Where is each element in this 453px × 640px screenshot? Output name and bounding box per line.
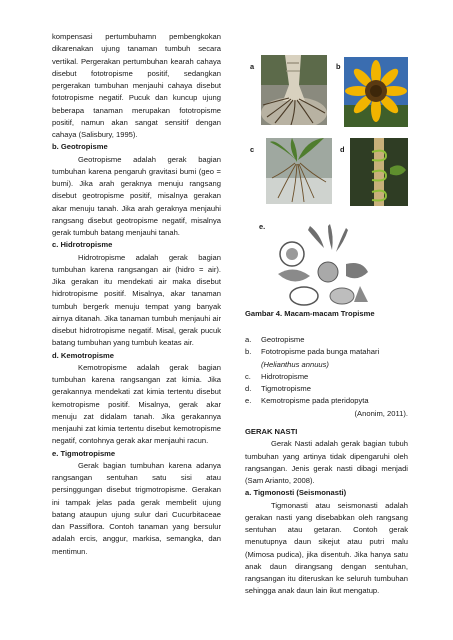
- legend-item: d. Tigmotropisme: [245, 384, 311, 393]
- figure-label-d: d: [340, 145, 345, 154]
- photo-sunflower: [344, 57, 408, 127]
- paragraph-tigmonasti: Tigmonasti atau seismonasti adalah gerakan nasti yang disebabkan oleh rangsang sentuhan atau getaran. Contoh gerak menutupnya daun sikejut atau putri malu (Mimosa pudica), jika disentuh. Jika hanya satu anak daun dirangsang dengan sentuhan, rangsangan itu diteruskan ke seluruh tumbuhan sehingga anak daun lain ikut mengatup.: [245, 500, 408, 596]
- left-column: [52, 31, 221, 558]
- legend-item: b. Fototropisme pada bunga matahari: [245, 347, 380, 357]
- heading-tigmonasti: a. Tigmonosti (Seismonasti): [245, 488, 347, 498]
- legend-item: a. Geotropisme: [245, 335, 305, 344]
- heading-thigmotropism: e. Tigmotropisme: [52, 448, 116, 458]
- figure-label-a: a: [250, 62, 255, 71]
- heading-chemotropism: d. Kemotropisme: [52, 350, 115, 360]
- figure-caption-block: [245, 308, 408, 320]
- right-text-block: [245, 426, 408, 598]
- heading-hydrotropism: c. Hidrotropisme: [52, 240, 113, 250]
- paragraph-chemotropism: Kemotropisme adalah gerak bagian tumbuhan karena rangsangan zat kimia. Jika gerakannya mendekati zat kimia tertentu disebut kemotropisme positif. Misalnya, gerak akar menuju zat didalam tanah. Jika gerakannya menjauhi zat kimia tertentu disebut kemotropisme negatif, contohnya gerak akar menjauhi racun.: [52, 362, 221, 446]
- figure-label-b: b: [336, 62, 341, 71]
- figure-caption: Gambar 4. Macam-macam Tropisme: [245, 309, 375, 318]
- photo-fern-illustration: [270, 224, 374, 308]
- figure-label-e: e.: [259, 222, 266, 231]
- photo-tendril: [350, 138, 408, 206]
- legend-item: c. Hidrotropisme: [245, 371, 309, 381]
- figure-source: (Anonim, 2011).: [354, 408, 408, 418]
- legend-item: e. Kemotropisme pada pteridopyta: [245, 396, 369, 406]
- photo-hydrotropism-roots: [266, 138, 332, 204]
- paragraph-geotropism: Geotropisme adalah gerak bagian tumbuhan karena pengaruh gravitasi bumi (geo = bumi). Jika arah geraknya menuju rangsang disebut geotropisme positif, misalnya gerakan akar menuju tanah. Jika arah geraknya menjauhi rangsang disebut geotropisme negatif, misalnya gerak tumbuh batang menjauhi tanah.: [52, 154, 221, 237]
- figure-label-c: c: [250, 145, 255, 154]
- paragraph-gerak-nasti: Gerak Nasti adalah gerak bagian tubuh tumbuhan yang artinya tidak dipengaruhi oleh rangsangan. Jenis gerak nasti dibagi menjadi (Sam Arianto, 2008).: [245, 439, 408, 485]
- paragraph-thigmotropism: Gerak bagian tumbuhan karena adanya rangsangan sentuhan satu sisi atau persinggungan disebut trigmotropisme. Gerakan ini tampak jelas pada gerak membelit ujung batang ataupun ujung sulur dari Cucurbitaceae dan Passiflora. Contoh tanaman yang bersulur adalah ercis, anggur, markisa, semangka, dan mentimun.: [52, 460, 221, 556]
- figure-legend: [245, 334, 408, 420]
- paragraph-phototropism: kompensasi pertumbuhamn pembengkokan dikarenakan ujung tanaman tumbuh secara vertikal. Pergerakan pertumbuhan kearah cahaya disebut fototropisme positif, sedangkan pergerakan tumbuhan menjauhi cahaya disebut fototropisme negatif. Pucuk dan kuncup ujung beberapa tanaman merupakan fototropisme positif, namun akan sangat sensitif dengan cahaya (Salisbury, 1995).: [52, 32, 221, 139]
- photo-geotropism-roots: [261, 55, 327, 125]
- paragraph-hydrotropism: Hidrotropisme adalah gerak bagian tumbuhan karena rangsangan air (hidro = air). Jika gerakan itu mendekati air maka disebut hidrotropisme positif. Misalnya, akar tanaman tumbuh bergerk menuju tempat yang banyak airnya ditanah. Jika tanaman tumbuh menjauhi air disebut hidrotropisme negatif. Misal, gerak pucuk batang tumbuhan yang tumbuh keatas air.: [52, 252, 221, 348]
- heading-geotropism: b. Geotropisme: [52, 142, 108, 152]
- heading-gerak-nasti: GERAK NASTI: [245, 427, 298, 436]
- legend-item: (Helianthus annuus): [261, 359, 329, 369]
